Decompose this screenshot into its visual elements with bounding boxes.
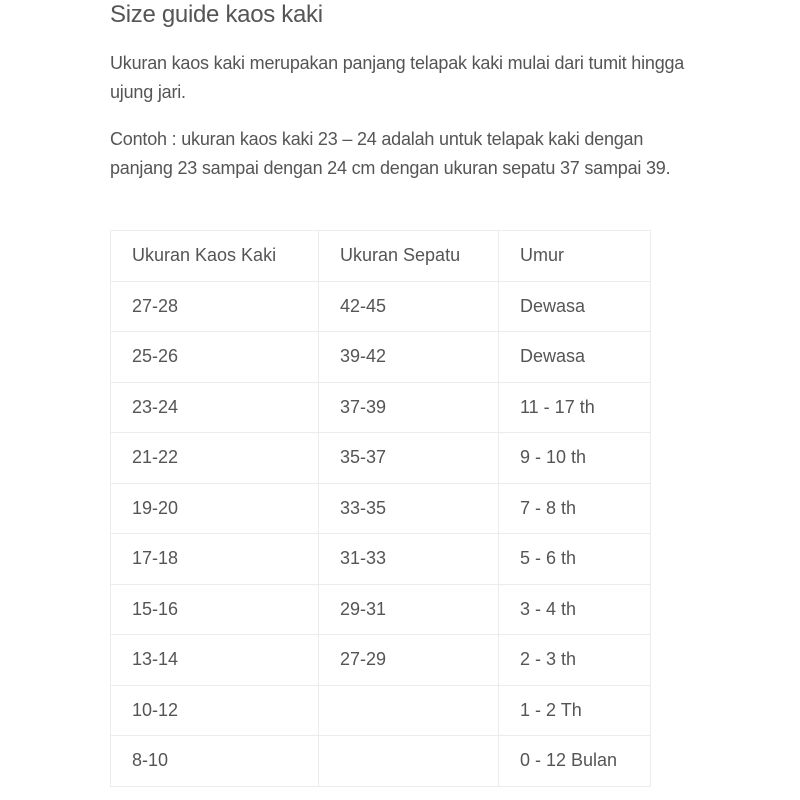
table-row (111, 584, 651, 635)
shoe-size-cell (319, 685, 499, 736)
table-row (111, 483, 651, 534)
age-cell: 7 - 8 th (499, 483, 651, 534)
sock-size-cell: 8-10 (111, 736, 319, 787)
page-title: Size guide kaos kaki (110, 1, 323, 28)
table-row (111, 382, 651, 433)
example-paragraph: Contoh : ukuran kaos kaki 23 – 24 adalah untuk telapak kaki dengan panjang 23 sampai dengan 24 cm dengan ukuran sepatu 37 sampai 39. (110, 129, 671, 178)
age-cell: 9 - 10 th (499, 433, 651, 484)
table-row (111, 635, 651, 686)
table-row (111, 433, 651, 484)
sock-size-cell: 27-28 (111, 281, 319, 332)
age-cell: Dewasa (499, 332, 651, 383)
sock-size-cell: 23-24 (111, 382, 319, 433)
age-cell: 11 - 17 th (499, 382, 651, 433)
sock-size-cell: 13-14 (111, 635, 319, 686)
sock-size-cell: 17-18 (111, 534, 319, 585)
shoe-size-cell: 42-45 (319, 281, 499, 332)
table-row (111, 332, 651, 383)
header-age: Umur (499, 231, 651, 282)
shoe-size-cell: 27-29 (319, 635, 499, 686)
table-header-row (111, 231, 651, 282)
age-cell: 3 - 4 th (499, 584, 651, 635)
sock-size-cell: 19-20 (111, 483, 319, 534)
age-cell: 0 - 12 Bulan (499, 736, 651, 787)
header-shoe-size: Ukuran Sepatu (319, 231, 499, 282)
sock-size-cell: 10-12 (111, 685, 319, 736)
table-row (111, 534, 651, 585)
shoe-size-cell: 31-33 (319, 534, 499, 585)
shoe-size-cell: 37-39 (319, 382, 499, 433)
shoe-size-cell: 33-35 (319, 483, 499, 534)
shoe-size-cell: 39-42 (319, 332, 499, 383)
age-cell: Dewasa (499, 281, 651, 332)
header-sock-size: Ukuran Kaos Kaki (111, 231, 319, 282)
table-row (111, 736, 651, 787)
table-row (111, 281, 651, 332)
shoe-size-cell (319, 736, 499, 787)
sock-size-cell: 21-22 (111, 433, 319, 484)
age-cell: 2 - 3 th (499, 635, 651, 686)
sock-size-cell: 25-26 (111, 332, 319, 383)
age-cell: 1 - 2 Th (499, 685, 651, 736)
table-row (111, 685, 651, 736)
age-cell: 5 - 6 th (499, 534, 651, 585)
size-guide-table (110, 230, 651, 787)
description-paragraph: Ukuran kaos kaki merupakan panjang telapak kaki mulai dari tumit hingga ujung jari. (110, 53, 685, 102)
shoe-size-cell: 29-31 (319, 584, 499, 635)
shoe-size-cell: 35-37 (319, 433, 499, 484)
sock-size-cell: 15-16 (111, 584, 319, 635)
